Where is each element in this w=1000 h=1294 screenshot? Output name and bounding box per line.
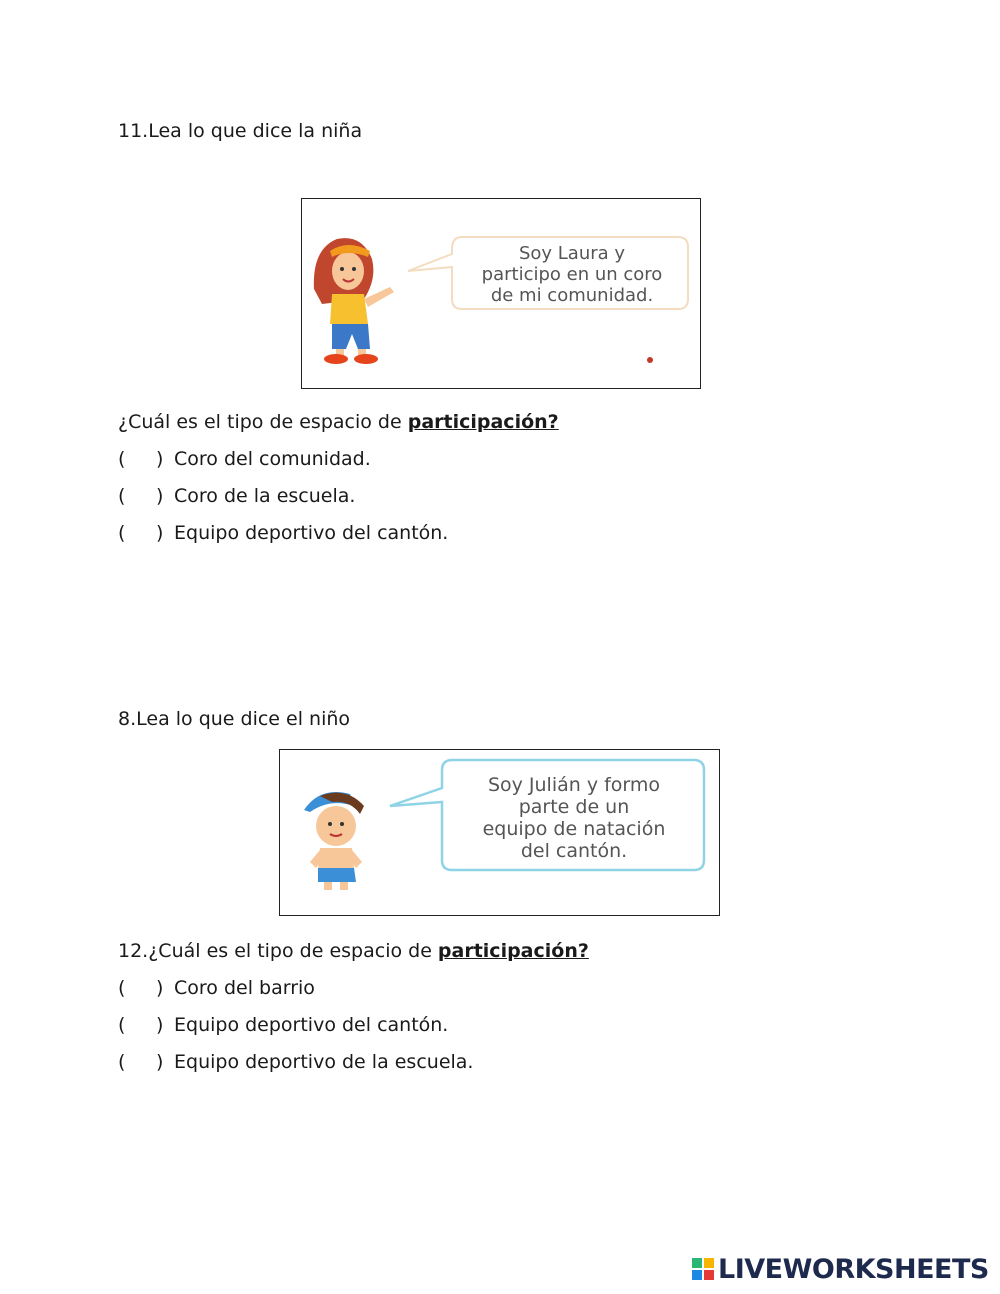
open-paren: ( (118, 448, 126, 470)
option-label: Coro del barrio (174, 977, 315, 999)
option-label: Coro del comunidad. (174, 448, 371, 470)
bubble-line: participo en un coro (481, 264, 663, 285)
question-11-heading: 11.Lea lo que dice la niña (118, 120, 363, 142)
close-paren: ) (156, 977, 164, 999)
question-text: ¿Cuál es el tipo de espacio de (118, 411, 408, 433)
liveworksheets-logo[interactable] (692, 1252, 989, 1286)
option-row[interactable] (118, 1050, 618, 1074)
open-paren: ( (118, 485, 126, 507)
option-label: Equipo deportivo de la escuela. (174, 1051, 474, 1073)
bubble-line: Soy Laura y (518, 243, 626, 264)
bubble-text-laura (457, 243, 687, 306)
question-emphasis: participación? (437, 940, 589, 962)
option-row[interactable] (118, 521, 618, 545)
open-paren: ( (118, 1014, 126, 1036)
close-paren: ) (156, 1051, 164, 1073)
option-label: Equipo deportivo del cantón. (174, 1014, 449, 1036)
option-row[interactable] (118, 1013, 618, 1037)
question-11 (118, 410, 559, 434)
question-emphasis: participación? (407, 411, 559, 433)
option-row[interactable] (118, 976, 618, 1000)
open-paren: ( (118, 522, 126, 544)
julian-illustration (279, 749, 720, 916)
question-8-heading: 8.Lea lo que dice el niño (118, 708, 351, 730)
open-paren: ( (118, 977, 126, 999)
open-paren: ( (118, 1051, 126, 1073)
logo-text: LIVEWORKSHEETS (718, 1253, 989, 1285)
close-paren: ) (156, 448, 164, 470)
laura-illustration (301, 198, 701, 389)
bubble-line: parte de un (518, 796, 630, 818)
option-label: Equipo deportivo del cantón. (174, 522, 449, 544)
close-paren: ) (156, 485, 164, 507)
question-12 (118, 939, 589, 963)
bubble-line: equipo de natación (482, 818, 666, 840)
question-text: 12.¿Cuál es el tipo de espacio de (118, 940, 438, 962)
option-row[interactable] (118, 447, 618, 471)
close-paren: ) (156, 522, 164, 544)
option-row[interactable] (118, 484, 618, 508)
close-paren: ) (156, 1014, 164, 1036)
bubble-line: Soy Julián y formo (487, 774, 661, 796)
option-label: Coro de la escuela. (174, 485, 356, 507)
logo-mark-icon (692, 1258, 714, 1280)
bubble-line: del cantón. (520, 840, 628, 862)
bubble-line: de mi comunidad. (490, 285, 654, 306)
bubble-text-julian (445, 774, 703, 862)
